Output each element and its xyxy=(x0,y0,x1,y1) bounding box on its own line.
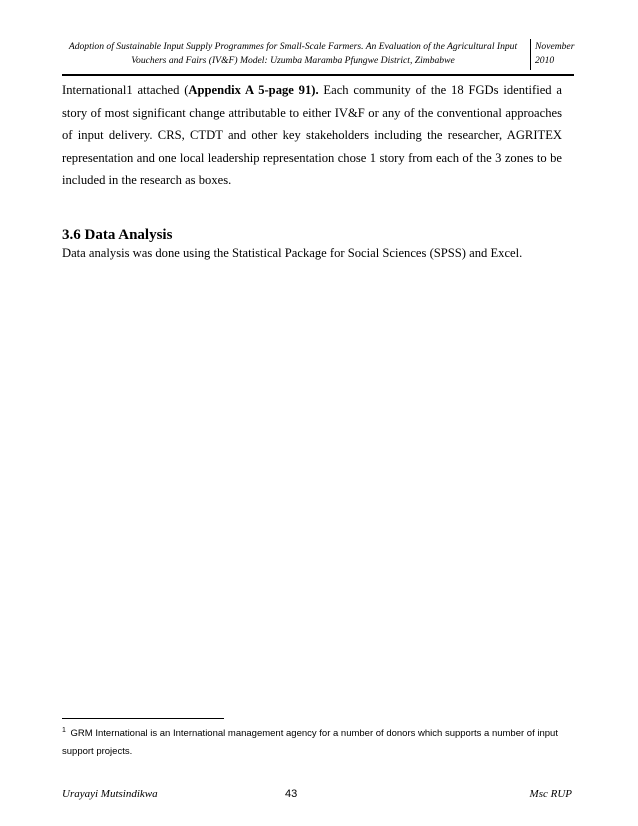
footnote-reference[interactable]: 1 xyxy=(126,83,133,97)
body-paragraph xyxy=(62,79,562,192)
header-title-line-1: Adoption of Sustainable Input Supply Programmes for Small-Scale Farmers. An Evaluation of the Agricultural Input xyxy=(68,41,518,52)
footnote-text: GRM International is an International management agency for a number of donors which supports a number of input support projects. xyxy=(62,728,558,757)
footnote-number: 1 xyxy=(62,727,66,734)
footer-author: Urayayi Mutsindikwa xyxy=(62,788,158,800)
header-divider xyxy=(530,39,531,70)
footnote-rule xyxy=(62,718,224,719)
section-heading: 3.6 Data Analysis xyxy=(62,227,173,243)
page-number: 43 xyxy=(285,788,298,800)
header-date xyxy=(535,40,574,68)
para-start: International xyxy=(62,83,127,97)
header-title xyxy=(62,40,524,68)
header-date-month: November xyxy=(535,41,575,52)
page-footer xyxy=(62,788,572,804)
appendix-reference: Appendix A 5-page 91). xyxy=(188,83,319,97)
footer-degree: Msc RUP xyxy=(529,788,572,800)
page-header xyxy=(62,40,574,70)
footnote xyxy=(62,722,572,761)
section-text: Data analysis was done using the Statistical Package for Social Sciences (SPSS) and Excel. xyxy=(62,246,523,260)
para-mid: attached ( xyxy=(132,83,189,97)
header-title-line-2: Vouchers and Fairs (IV&F) Model: Uzumba Maramba Pfungwe District, Zimbabwe xyxy=(131,55,455,66)
header-rule xyxy=(62,74,574,76)
header-date-year: 2010 xyxy=(535,55,555,66)
para-rest: Each community of the 18 FGDs identified a story of most significant change attributable to either IV&F or any of the conventional approaches of input delivery. CRS, CTDT and other key stakeholders including the researcher, AGRITEX representation and one local leadership representation chose 1 story from each of the 3 zones to be included in the research as boxes. xyxy=(62,83,562,187)
